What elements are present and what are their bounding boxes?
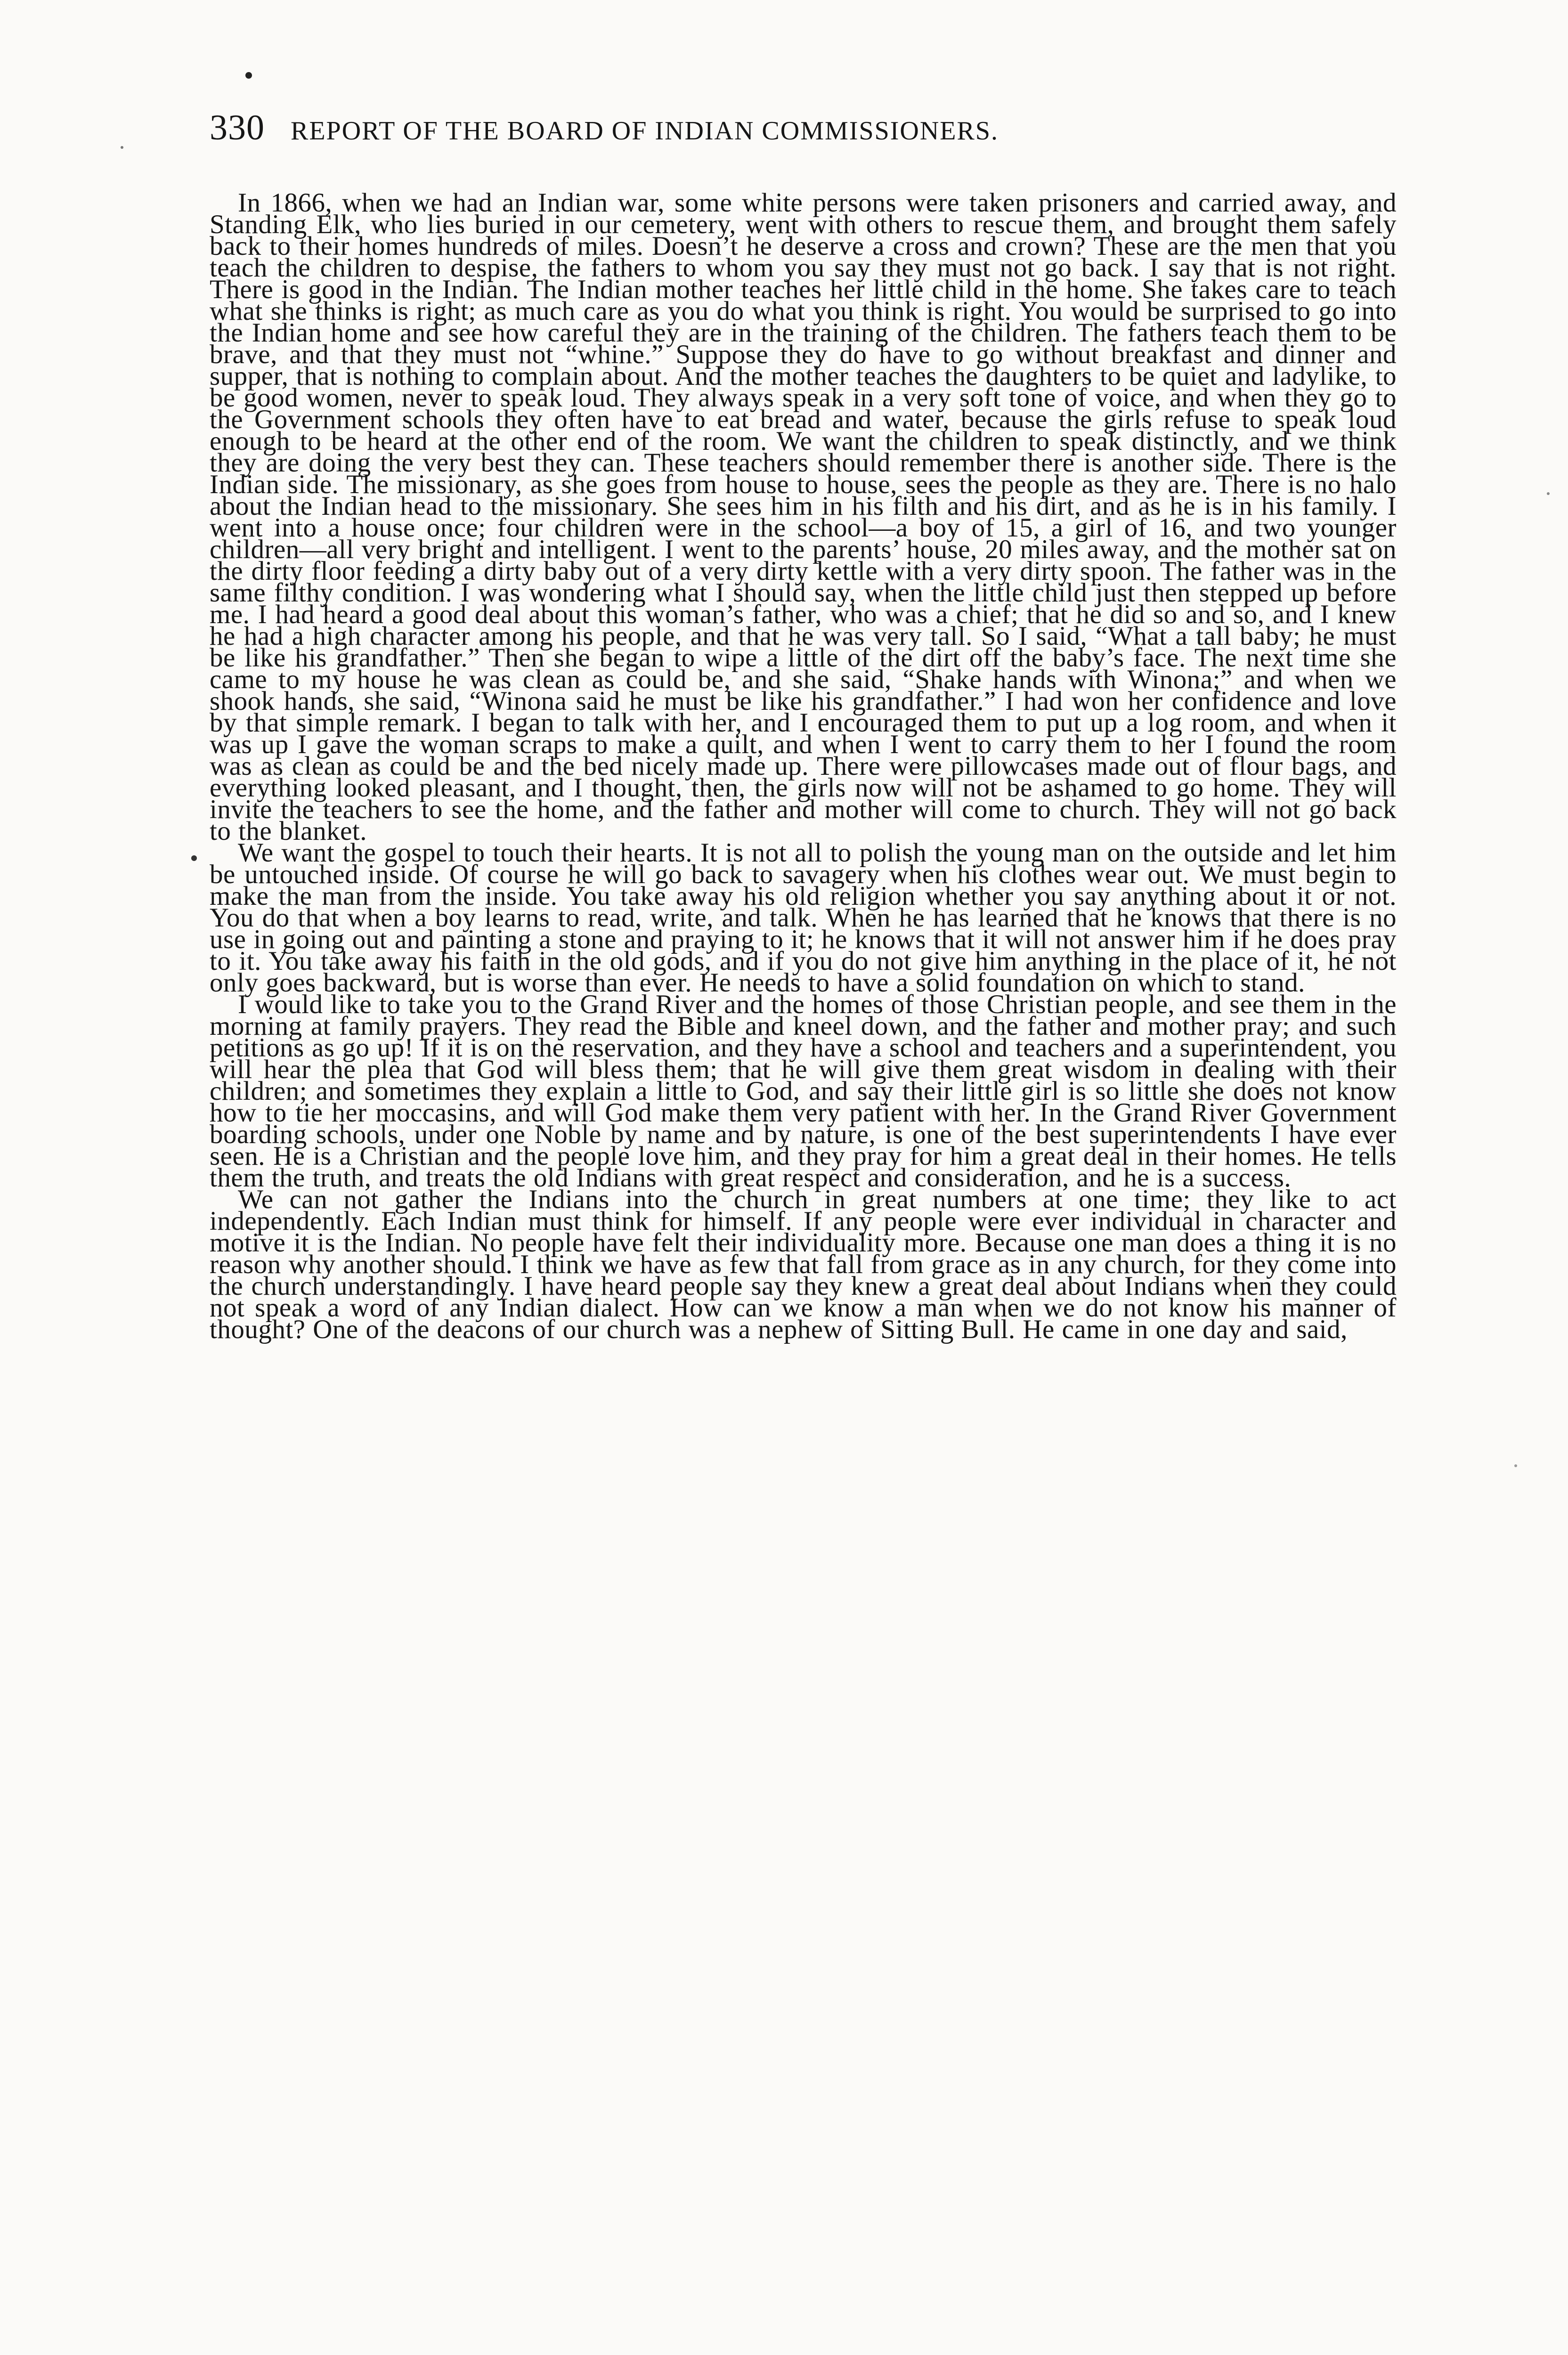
page-header [210, 107, 1397, 159]
paragraph: In 1866, when we had an Indian war, some white persons were taken prisoners and carried away, and Standing Elk, who lies buried in our cemetery, went with others to rescue them, and brought them safely back to their homes hundreds of miles. Doesn’t he deserve a cross and crown? These are the men that you teach the children to despise, the fathers to whom you say they must not go back. I say that is not right. There is good in the Indian. The Indian mother teaches her little child in the home. She takes care to teach what she thinks is right; as much care as you do what you think is right. You would be surprised to go into the Indian home and see how careful they are in the training of the children. The fathers teach them to be brave, and that they must not “whine.” Suppose they do have to go without breakfast and dinner and supper, that is nothing to complain about. And the mother teaches the daughters to be quiet and ladylike, to be good women, never to speak loud. They always speak in a very soft tone of voice, and when they go to the Government schools they often have to eat bread and water, because the girls refuse to speak loud enough to be heard at the other end of the room. We want the children to speak distinctly, and we think they are doing the very best they can. These teachers should remember there is another side. There is the Indian side. The missionary, as she goes from house to house, sees the people as they are. There is no halo about the Indian head to the missionary. She sees him in his filth and his dirt, and as he is in his family. I went into a house once; four children were in the school—a boy of 15, a girl of 16, and two younger children—all very bright and intelligent. I went to the parents’ house, 20 miles away, and the mother sat on the dirty floor feeding a dirty baby out of a very dirty kettle with a very dirty spoon. The father was in the same filthy condition. I was wondering what I should say, when the little child just then stepped up before me. I had heard a good deal about this woman’s father, who was a chief; that he did so and so, and I knew he had a high character among his people, and that he was very tall. So I said, “What a tall baby; he must be like his grandfather.” Then she began to wipe a little of the dirt off the baby’s face. The next time she came to my house he was clean as could be, and she said, “Shake hands with Winona;” and when we shook hands, she said, “Winona said he must be like his grandfather.” I had won her confidence and love by that simple remark. I began to talk with her, and I encouraged them to put up a log room, and when it was up I gave the woman scraps to make a quilt, and when I went to carry them to her I found the room was as clean as could be and the bed nicely made up. There were pillowcases made out of flour bags, and everything looked pleasant, and I thought, then, the girls now will not be ashamed to go home. They will invite the teachers to see the home, and the father and mother will come to church. They will not go back to the blanket. [210, 188, 1397, 846]
scan-speck [121, 146, 123, 149]
scan-speck [191, 855, 197, 861]
scan-speck [1514, 1464, 1517, 1467]
scan-speck [245, 72, 252, 79]
page-number: 330 [210, 108, 265, 147]
paragraph: We want the gospel to touch their hearts. It is not all to polish the young man on the outside and let him be untouched inside. Of course he will go back to savagery when his clothes wear out. We must begin to make the man from the inside. You take away his old religion whether you say anything about it or not. You do that when a boy learns to read, write, and talk. When he has learned that he knows that there is no use in going out and painting a stone and praying to it; he knows that it will not answer him if he does pray to it. You take away his faith in the old gods, and if you do not give him anything in the place of it, he not only goes backward, but is worse than ever. He needs to have a solid foundation on which to stand. [210, 838, 1397, 998]
running-head: REPORT OF THE BOARD OF INDIAN COMMISSIONERS. [291, 116, 999, 146]
scan-speck [1547, 492, 1550, 495]
paragraph: I would like to take you to the Grand River and the homes of those Christian people, and see them in the morning at family prayers. They read the Bible and kneel down, and the father and mother pray; and such petitions as go up! If it is on the reservation, and they have a school and teachers and a superintendent, you will hear the plea that God will bless them; that he will give them great wisdom in dealing with their children; and sometimes they explain a little to God, and say their little girl is so little she does not know how to tie her moccasins, and will God make them very patient with her. In the Grand River Government boarding schools, under one Noble by name and by nature, is one of the best superintendents I have ever seen. He is a Christian and the people love him, and they pray for him a great deal in their homes. He tells them the truth, and treats the old Indians with great respect and consideration, and he is a success. [210, 990, 1397, 1193]
paragraph: We can not gather the Indians into the church in great numbers at one time; they like to act independently. Each Indian must think for himself. If any people were ever individual in character and motive it is the Indian. No people have felt their individuality more. Because one man does a thing it is no reason why another should. I think we have as few that fall from grace as in any church, for they come into the church understandingly. I have heard people say they knew a great deal about Indians when they could not speak a word of any Indian dialect. How can we know a man when we do not know his manner of thought? One of the deacons of our church was a nephew of Sitting Bull. He came in one day and said, [210, 1185, 1397, 1344]
body-text [210, 188, 1397, 1344]
